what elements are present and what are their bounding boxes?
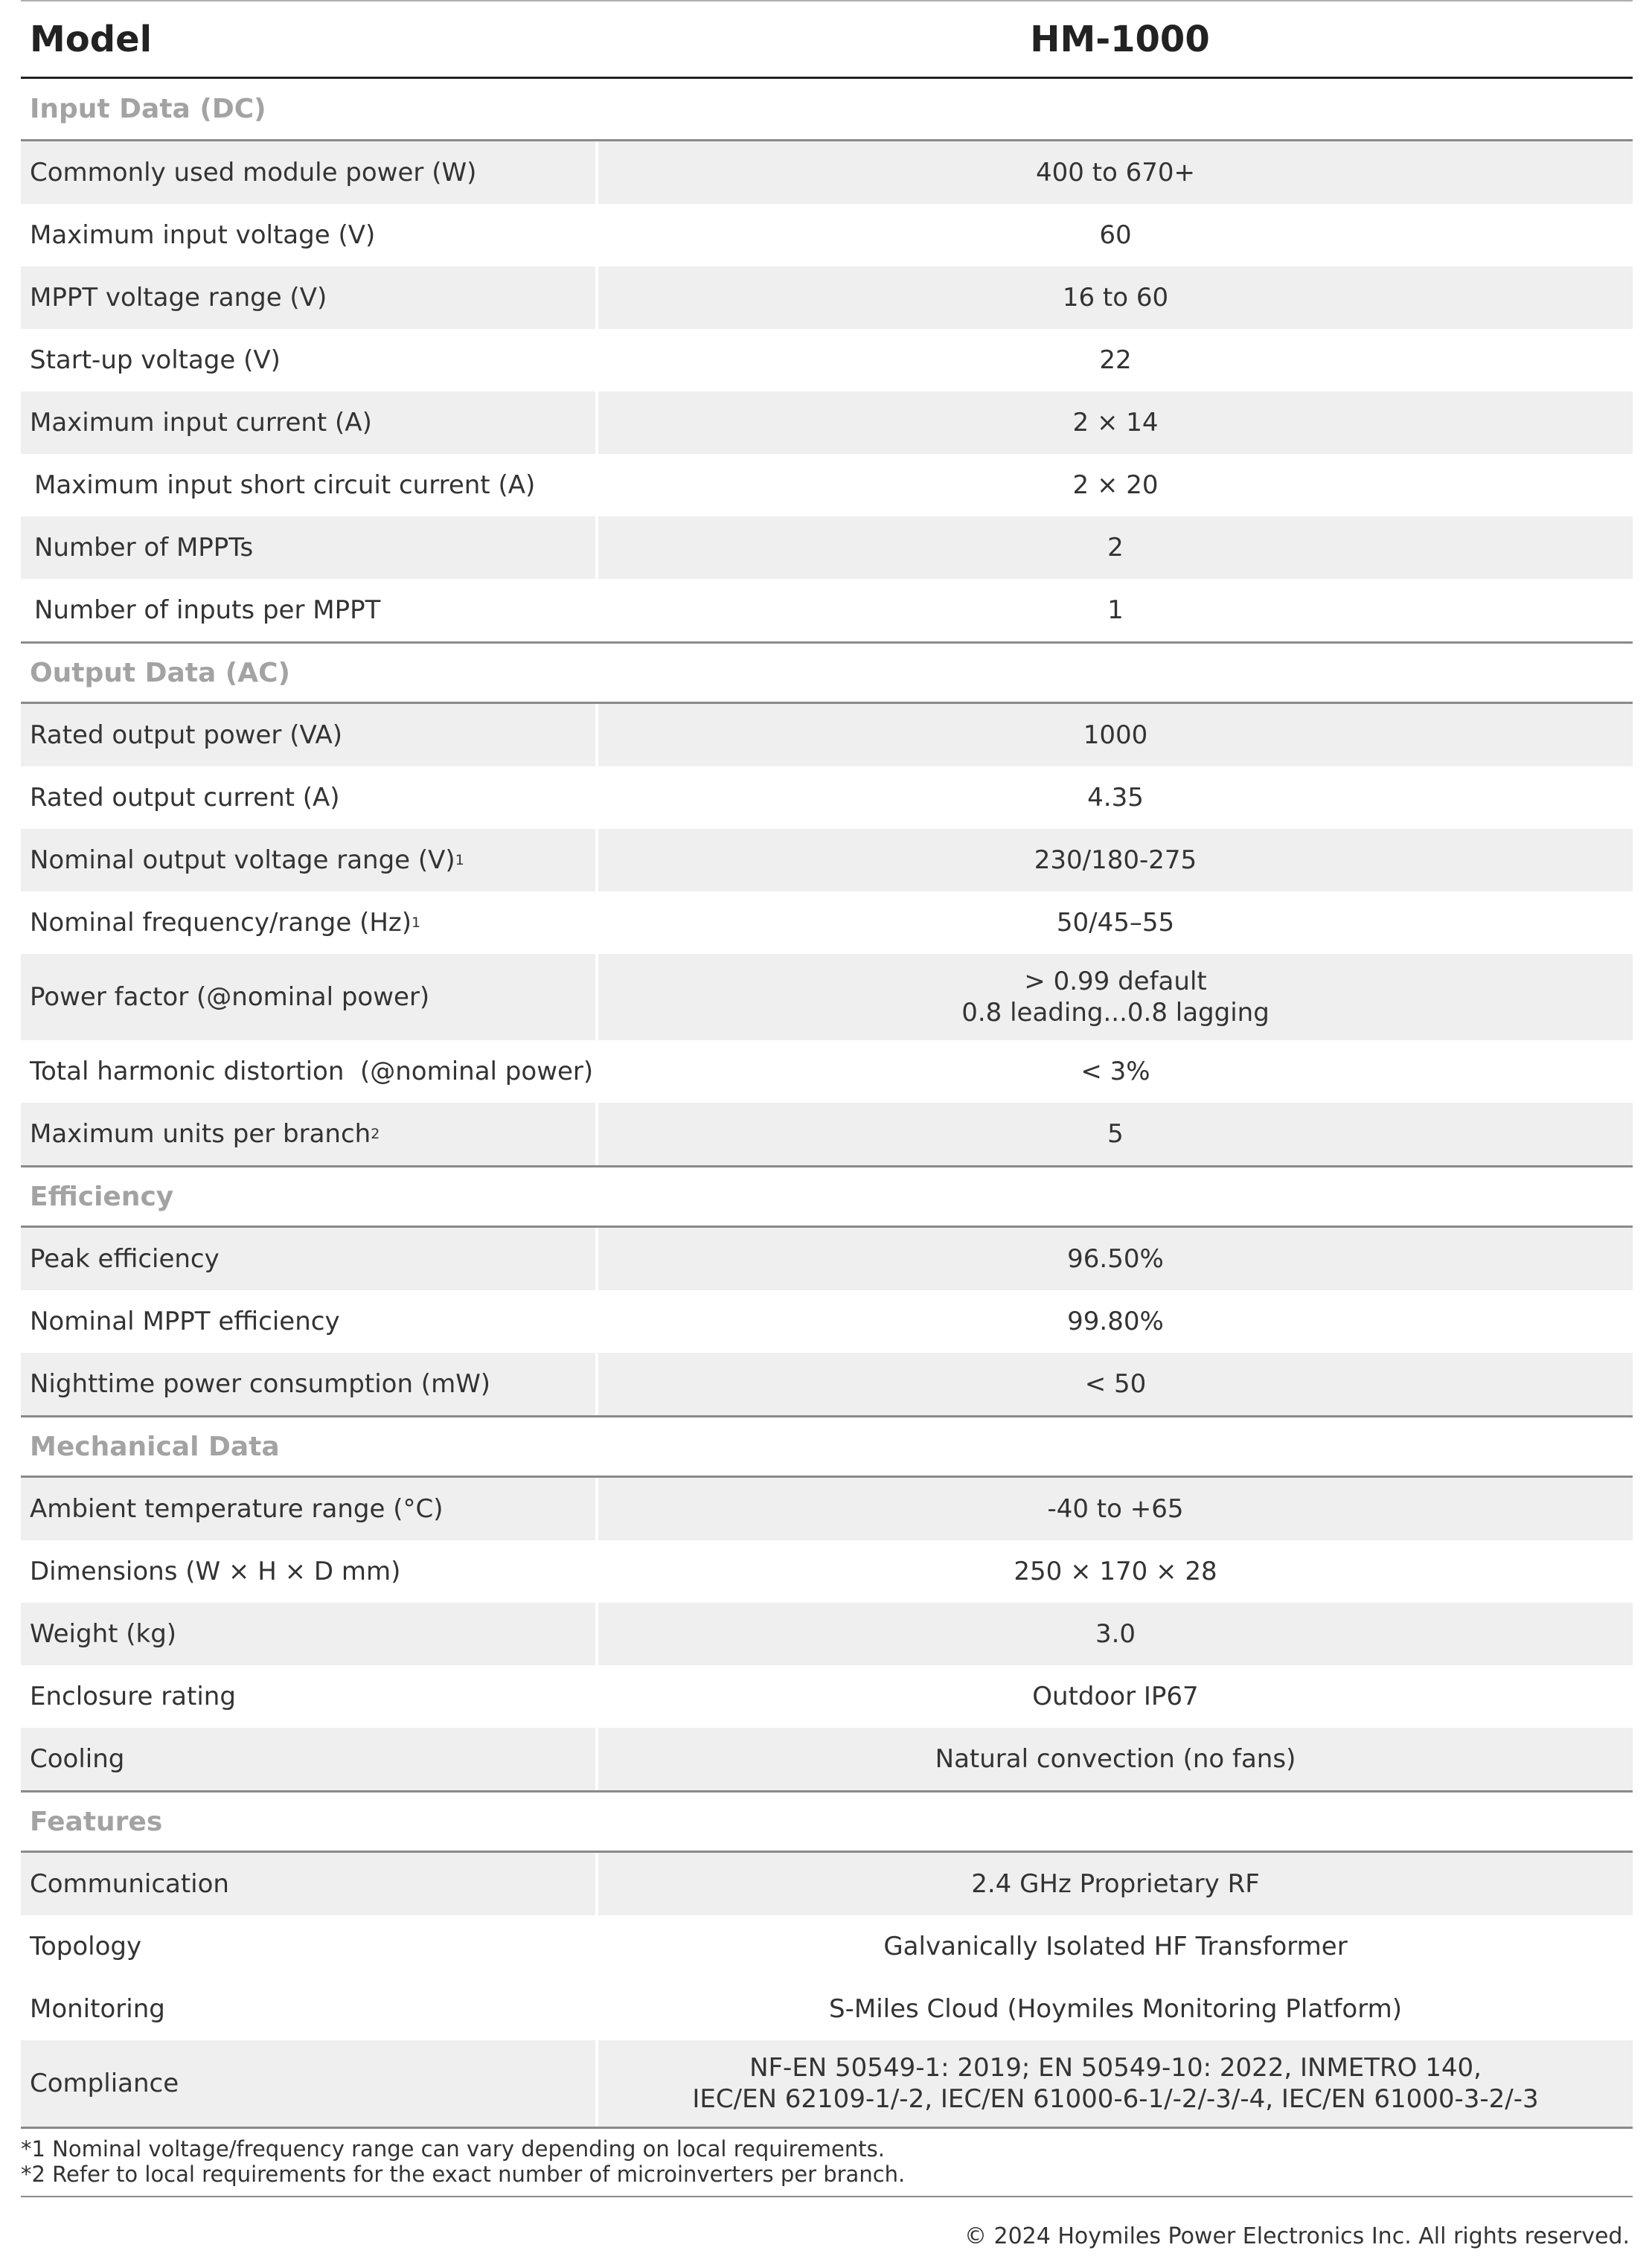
section-efficiency: [21, 1165, 1633, 1228]
row-label-cell: Nominal output voltage range (V) 1: [21, 829, 595, 891]
table-row: [21, 516, 1633, 579]
row-value-line2: 0.8 leading...0.8 lagging: [961, 998, 1270, 1028]
table-header: [21, 0, 1633, 79]
row-label: Number of MPPTs: [21, 516, 595, 579]
table-row: [21, 391, 1633, 454]
row-value: Natural convection (no fans): [598, 1728, 1633, 1790]
row-label: Compliance: [21, 2040, 595, 2127]
row-label: Communication: [21, 1853, 595, 1915]
section-title: Input Data (DC): [30, 94, 266, 124]
section-mechanical-data: [21, 1415, 1633, 1478]
table-row: [21, 1853, 1633, 1915]
row-label-cell: Nominal frequency/range (Hz) 1: [30, 908, 421, 938]
row-value: 2: [598, 516, 1633, 579]
row-value: 96.50%: [598, 1228, 1633, 1290]
row-value: Galvanically Isolated HF Transformer: [883, 1932, 1348, 1961]
section-title: Efficiency: [30, 1181, 174, 1212]
table-row: [21, 1290, 1633, 1353]
section-title: Features: [30, 1806, 163, 1837]
row-label: Rated output power (VA): [21, 704, 595, 766]
row-label: Commonly used module power (W): [21, 141, 595, 204]
row-label: Weight (kg): [21, 1603, 595, 1665]
model-label: Model: [30, 18, 153, 60]
table-row: [21, 1353, 1633, 1415]
table-row: [21, 1478, 1633, 1540]
table-row: [21, 266, 1633, 329]
table-row: [21, 766, 1633, 829]
table-row: [21, 1728, 1633, 1790]
row-label: Number of inputs per MPPT: [34, 595, 381, 625]
row-label: Rated output current (A): [30, 783, 340, 813]
row-value: 1000: [598, 704, 1633, 766]
table-row: [21, 204, 1633, 266]
table-row: [21, 829, 1633, 891]
section-features: [21, 1790, 1633, 1853]
row-value: 1: [1107, 595, 1124, 625]
row-value: > 0.99 default: [1024, 967, 1207, 996]
copyright: © 2024 Hoymiles Power Electronics Inc. All rights reserved.: [964, 2223, 1630, 2249]
row-value: < 50: [598, 1353, 1633, 1415]
table-row: [21, 454, 1633, 516]
table-row: [21, 1228, 1633, 1290]
row-value: 230/180-275: [598, 829, 1633, 891]
row-label: Start-up voltage (V): [30, 345, 281, 375]
table-row: [21, 1665, 1633, 1728]
row-label: Maximum input short circuit current (A): [34, 470, 536, 500]
section-title: Mechanical Data: [30, 1431, 280, 1462]
row-value: 400 to 670+: [598, 141, 1633, 204]
row-value: Outdoor IP67: [1032, 1682, 1199, 1711]
table-row: [21, 1603, 1633, 1665]
table-row: [21, 1540, 1633, 1603]
table-row: [21, 1915, 1633, 1978]
row-value: 50/45–55: [1056, 908, 1175, 938]
row-label: Nighttime power consumption (mW): [21, 1353, 595, 1415]
table-row: [21, 141, 1633, 204]
row-value: 5: [598, 1103, 1633, 1165]
row-label: Monitoring: [30, 1994, 165, 2024]
row-value: -40 to +65: [598, 1478, 1633, 1540]
table-row: [21, 579, 1633, 641]
row-value: 3.0: [598, 1603, 1633, 1665]
row-label: Ambient temperature range (°C): [21, 1478, 595, 1540]
spec-sheet: [21, 0, 1633, 2197]
row-label: Nominal MPPT efficiency: [30, 1307, 340, 1336]
row-value: NF-EN 50549-1: 2019; EN 50549-10: 2022, INMETRO 140,: [749, 2053, 1482, 2083]
row-label: Enclosure rating: [30, 1682, 236, 1711]
row-value: 99.80%: [1067, 1307, 1164, 1336]
footnotes: [21, 2127, 1633, 2197]
table-row: [21, 954, 1633, 1040]
section-title: Output Data (AC): [30, 657, 290, 688]
row-label: Dimensions (W × H × D mm): [30, 1557, 401, 1586]
table-row: [21, 329, 1633, 391]
table-row: [21, 1040, 1633, 1103]
row-value: 2 × 20: [1072, 470, 1159, 500]
row-value-line2: IEC/EN 62109-1/-2, IEC/EN 61000-6-1/-2/-3/-4, IEC/EN 61000-3-2/-3: [692, 2084, 1539, 2114]
table-row: [21, 1978, 1633, 2040]
row-value: 2.4 GHz Proprietary RF: [598, 1853, 1633, 1915]
row-label: Maximum input current (A): [21, 391, 595, 454]
table-row: [21, 704, 1633, 766]
row-label: Nominal frequency/range (Hz): [30, 908, 412, 938]
section-input-data: [21, 79, 1633, 141]
row-label: Maximum units per branch: [30, 1119, 371, 1149]
row-label: Cooling: [21, 1728, 595, 1790]
row-label: Peak efficiency: [21, 1228, 595, 1290]
footnote-1: *1 Nominal voltage/frequency range can vary depending on local requirements.: [21, 2136, 885, 2162]
section-output-data: [21, 641, 1633, 704]
row-value-cell: [598, 954, 1633, 1040]
row-label-cell: Maximum units per branch 2: [21, 1103, 595, 1165]
row-value: 60: [1099, 220, 1132, 250]
row-value: 2 × 14: [598, 391, 1633, 454]
row-label: Power factor (@nominal power): [21, 954, 595, 1040]
row-label: Topology: [30, 1932, 142, 1961]
row-value: < 3%: [1080, 1057, 1150, 1086]
row-value: 250 × 170 × 28: [1014, 1557, 1217, 1586]
footnote-2: *2 Refer to local requirements for the exact number of microinverters per branch.: [21, 2162, 906, 2187]
row-label: Total harmonic distortion (@nominal power): [30, 1057, 594, 1086]
row-value: S-Miles Cloud (Hoymiles Monitoring Platform): [829, 1994, 1402, 2024]
row-label: Maximum input voltage (V): [30, 220, 376, 250]
row-value: 4.35: [1087, 783, 1144, 813]
row-label: MPPT voltage range (V): [21, 266, 595, 329]
row-label: Nominal output voltage range (V): [30, 845, 455, 875]
model-name: HM-1000: [1030, 18, 1210, 60]
row-value-cell: [598, 2040, 1633, 2127]
row-value: 16 to 60: [598, 266, 1633, 329]
table-row: [21, 2040, 1633, 2127]
table-row: [21, 891, 1633, 954]
row-value: 22: [1099, 345, 1132, 375]
table-row: [21, 1103, 1633, 1165]
